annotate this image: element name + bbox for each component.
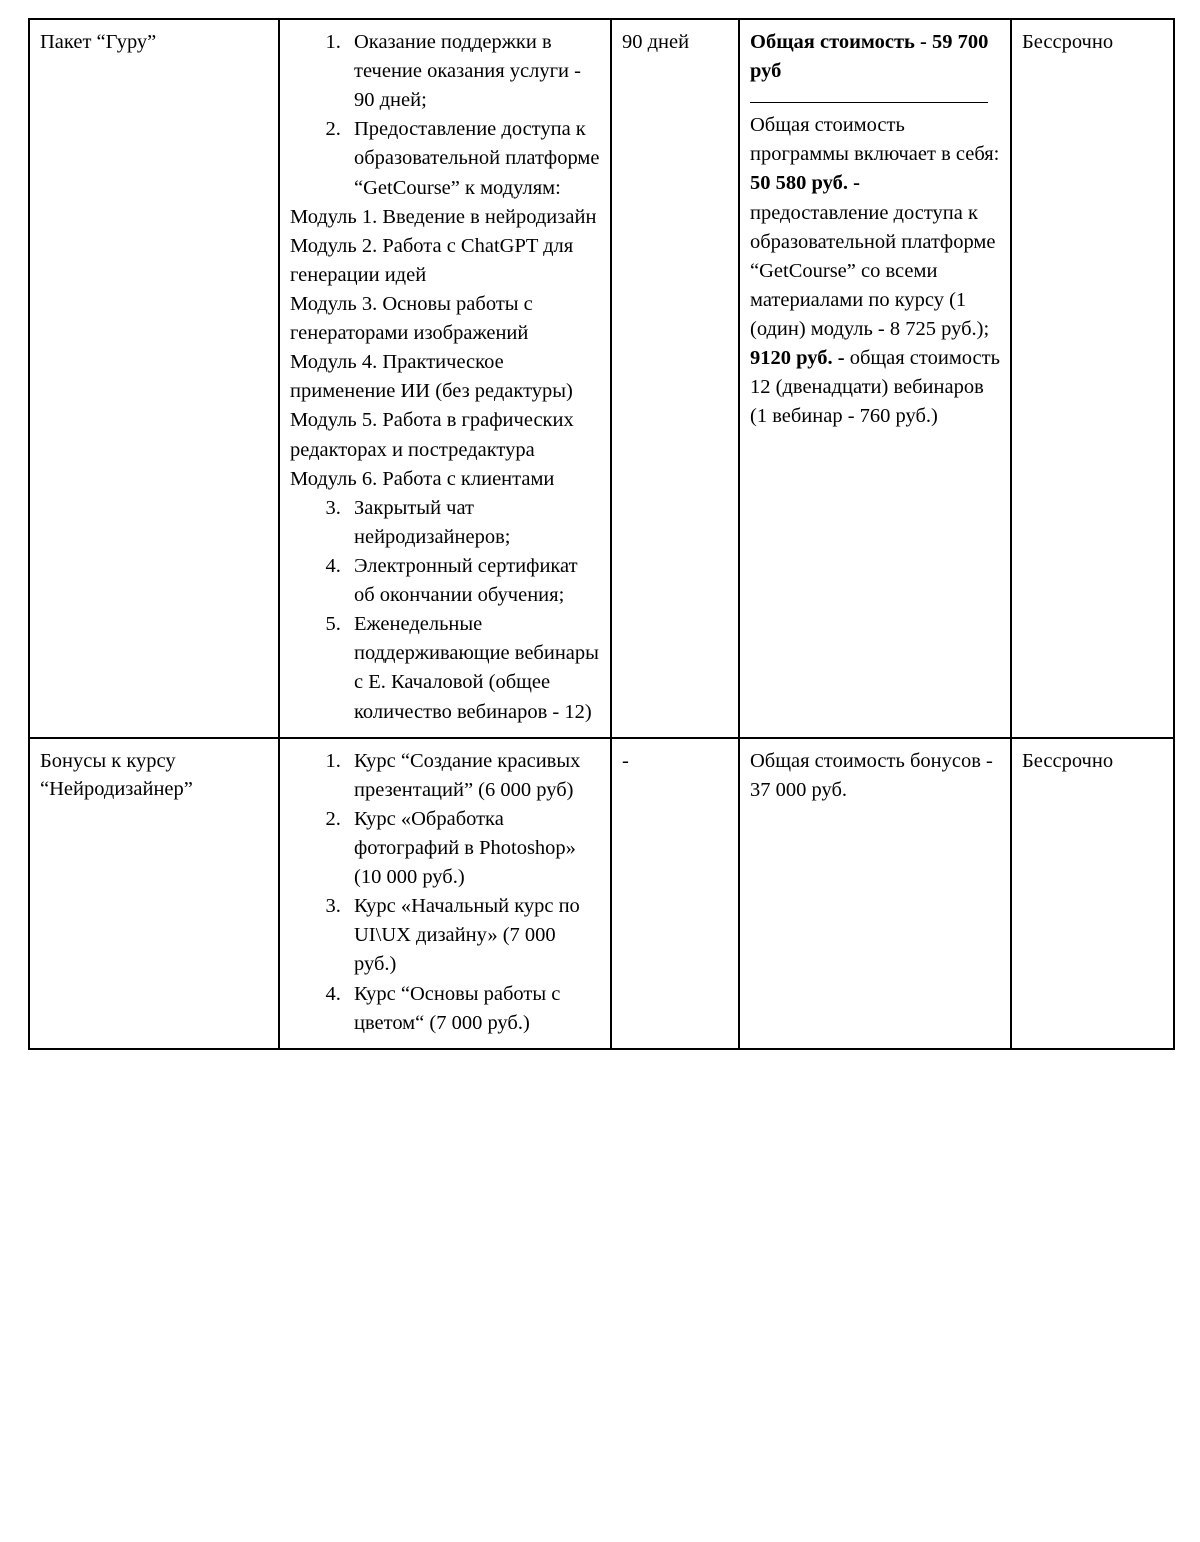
validity-cell: [1011, 738, 1174, 1049]
module-line: Модуль 1. Введение в нейродизайн: [290, 205, 597, 228]
cost-item-2: [750, 344, 1000, 431]
list-item: 1. Оказание поддержки в течение оказания услуги - 90 дней;: [346, 28, 600, 115]
package-name: Бонусы к курсу “Нейродизайнер”: [40, 749, 193, 801]
term-value: -: [622, 749, 629, 772]
table-row: [29, 738, 1174, 1049]
table-row: [29, 19, 1174, 738]
module-line: Модуль 4. Практическое применение ИИ (без редактуры): [290, 351, 573, 403]
cost-item-1: [750, 169, 1000, 344]
list-item: 4. Курс “Основы работы с цветом“ (7 000 руб.): [346, 980, 600, 1038]
cost-item-2-text: общая стоимость 12 (двенадцати) вебинаров (1 вебинар - 760 руб.): [750, 347, 1000, 428]
divider: [750, 102, 988, 103]
contents-list-part2: [290, 494, 600, 727]
modules-block: [290, 203, 600, 494]
cost-item-2-amount: 9120 руб. -: [750, 347, 845, 370]
module-line: Модуль 3. Основы работы с генераторами изображений: [290, 292, 533, 345]
list-item: 4. Электронный сертификат об окончании обучения;: [346, 552, 600, 610]
cost-includes-intro: Общая стоимость программы включает в себя:: [750, 114, 1000, 166]
cost-cell: [739, 738, 1011, 1049]
package-name: Пакет “Гуру”: [40, 31, 157, 53]
module-line: Модуль 2. Работа с ChatGPT для генерации идей: [290, 234, 574, 286]
total-cost: Общая стоимость бонусов - 37 000 руб.: [750, 749, 993, 801]
module-line: Модуль 6. Работа с клиентами: [290, 467, 555, 490]
list-item: 5. Еженедельные поддерживающие вебинары с Е. Качаловой (общее количество вебинаров - 12): [346, 610, 600, 726]
package-contents-cell: [279, 738, 611, 1049]
package-contents-cell: [279, 19, 611, 738]
list-item: 2. Курс «Обработка фотографий в Photoshop» (10 000 руб.): [346, 805, 600, 892]
cost-item-1-text: предоставление доступа к образовательной платформе “GetCourse” со всеми материалами по курсу (1 (один) модуль - 8 725 руб.);: [750, 201, 996, 340]
contents-list-part1: [290, 28, 600, 203]
term-value: 90 дней: [622, 31, 690, 53]
package-name-cell: [29, 19, 279, 738]
package-name-cell: [29, 738, 279, 1049]
validity-value: Бессрочно: [1022, 31, 1114, 53]
list-item: 2. Предоставление доступа к образовательной платформе “GetCourse” к модулям:: [346, 115, 600, 202]
module-line: Модуль 5. Работа в графических редакторах и постредактура: [290, 409, 574, 461]
services-table: [28, 18, 1175, 1050]
validity-cell: [1011, 19, 1174, 738]
term-cell: [611, 19, 739, 738]
cost-cell: [739, 19, 1011, 738]
validity-value: Бессрочно: [1022, 749, 1114, 772]
list-item: 3. Закрытый чат нейродизайнеров;: [346, 494, 600, 552]
cost-item-1-amount: 50 580 руб. -: [750, 172, 860, 195]
total-cost: Общая стоимость - 59 700 руб: [750, 31, 989, 83]
list-item: 1. Курс “Создание красивых презентаций” (6 000 руб): [346, 747, 600, 805]
term-cell: [611, 738, 739, 1049]
contents-list-part1: [290, 747, 600, 1038]
list-item: 3. Курс «Начальный курс по UI\UX дизайну» (7 000 руб.): [346, 892, 600, 979]
